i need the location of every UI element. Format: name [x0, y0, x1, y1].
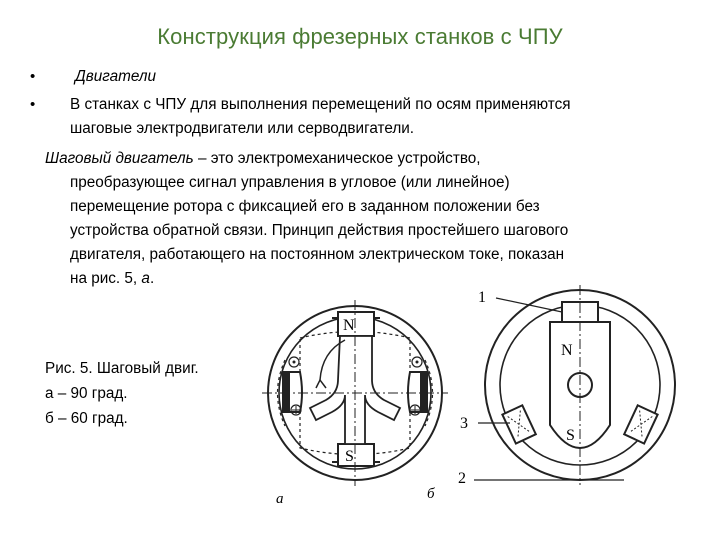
bullet-marker-1: •	[30, 68, 36, 85]
bullet-text-2-cont: шаговые электродвигатели или серводвигатели.	[70, 120, 415, 137]
caption-line-3: б – 60 град.	[45, 410, 128, 427]
figure-label-a: а	[276, 491, 284, 507]
bullet-marker-2: •	[30, 96, 36, 113]
definition-term: Шаговый двигатель	[45, 150, 194, 167]
bullet-text-2: В станках с ЧПУ для выполнения перемещений по осям применяются	[70, 96, 571, 113]
callout-2: 2	[458, 470, 466, 487]
definition-line-1: Шаговый двигатель – это электромеханическое устройство,	[45, 150, 481, 167]
leader-line-1	[496, 298, 562, 312]
callout-3: 3	[460, 415, 468, 432]
slide-title: Конструкция фрезерных станков с ЧПУ	[157, 24, 563, 49]
definition-line-5: двигателя, работающего на постоянном электрическом токе, показан	[70, 246, 565, 263]
caption-line-1: Рис. 5. Шаговый двиг.	[45, 360, 199, 377]
caption-line-2: а – 90 град.	[45, 385, 128, 402]
bullet-text-1: Двигатели	[75, 68, 157, 85]
motor-diagram-b	[474, 285, 675, 485]
figure-label-b: б	[427, 486, 435, 502]
motor-diagram-a	[262, 300, 448, 486]
south-pole-a	[338, 444, 374, 466]
callout-1: 1	[478, 289, 486, 306]
pole-label-n-a: N	[343, 317, 355, 334]
definition-line-6: на рис. 5, а.	[70, 270, 155, 287]
pole-label-s-b: S	[566, 427, 575, 444]
definition-line-2: преобразующее сигнал управления в угловое (или линейное)	[70, 174, 510, 191]
definition-line-3: перемещение ротора с фиксацией его в заданном положении без	[70, 198, 540, 215]
pole-label-n-b: N	[561, 342, 573, 359]
pole-label-s-a: S	[345, 448, 354, 465]
definition-line-4: устройства обратной связи. Принцип действия простейшего шагового	[70, 222, 569, 239]
